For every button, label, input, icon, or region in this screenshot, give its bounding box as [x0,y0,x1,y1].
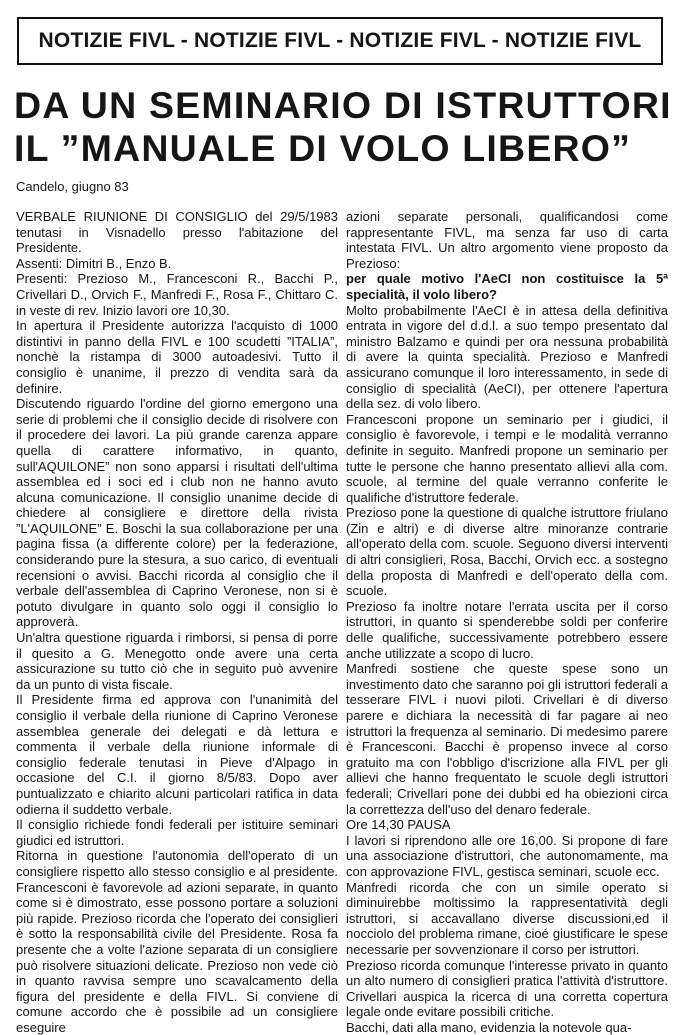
section-banner: NOTIZIE FIVL - NOTIZIE FIVL - NOTIZIE FIVL - NOTIZIE FIVL [17,17,663,65]
paragraph: Un'altra questione riguarda i rimborsi, si pensa di porre il quesito a G. Menegotto onde avere una certa assicurazione su tutto ciò che in seguito può avvenire da un punto di vista fiscale. [16,630,338,692]
paragraph: Ritorna in questione l'autonomia dell'operato di un consigliere rispetto allo stesso consiglio e al presidente. Francesconi è favorevole ad azioni separate, in quanto come si è dimostrato, esse possono portare a soluzioni più rapide. Prezioso ricorda che l'operato dei consiglieri è sotto la responsabilità civile del Presidente. Rosa fa presente che a volte l'azione separata di un consigliere può risolvere situazioni delicate. Prezioso non vede ciò in quanto ravvisa sempre uno scavalcamento della figura del presidente e della FIVL. Si conviene di comune accordo che è possibile ad un consigliere eseguire [16,848,338,1035]
paragraph: Bacchi, dati alla mano, evidenzia la notevole qua- [346,1019,632,1035]
paragraph: Assenti: Dimitri B., Enzo B. [16,255,172,271]
pause-line: Ore 14,30 PAUSA [346,817,451,833]
right-column [346,209,668,1035]
paragraph: Presenti: Prezioso M., Francesconi R., Bacchi P., Crivellari D., Orvich F., Manfredi F., Rosa F., Chittaro C. in veste di rev. Inizio lavori ore 10,30. [16,271,338,318]
paragraph: Manfredi sostiene che queste spese sono un investimento dato che saranno poi gli istruttori federali a tesserare FIVL i nuovi piloti. Crivellari è di diverso parere e dichiara la necessità di far pagare ai neo istruttori la frequenza al seminario. Di medesimo parere è Francesconi. Bacchi è propenso invece al corso gratuito ma con l'obbligo d'iscrizione alla FIVL per gli allievi che hanno frequentato le scuole degli istruttori federali; Crivellari pone dei dubbi ed ha obiezioni circa la correttezza dell'uso del denaro federale. [346,661,668,817]
paragraph: VERBALE RIUNIONE DI CONSIGLIO del 29/5/1983 tenutasi in Visnadello presso l'abitazione del Presidente. [16,209,338,256]
paragraph: Prezioso ricorda comunque l'interesse privato in quanto un alto numero di consiglieri pratica l'attività d'istruttore. Crivellari auspica la ricerca di una corretta copertura legale onde evitare possibili critiche. [346,957,668,1020]
paragraph: Molto probabilmente l'AeCI è in attesa della definitiva entrata in vigore del d.d.l. a suo tempo presentato dal ministro Balzamo e quindi per ora nessuna probabilità di avere la quinta specialità. Prezioso e Manfredi assicurano comunque il loro interessamento, in sede di consiglio di specialità (AeCI), per ottenere l'apertura della sez. di volo libero. [346,302,668,412]
paragraph: Discutendo riguardo l'ordine del giorno emergono una serie di problemi che il consiglio decide di risolvere con il procedere dei lavori. La più grande carenza appare quella di carattere informativo, in quanto, sull'AQUILONE” non sono apparsi i risultati dell'ultima assemblea ed i soci ed i club non ne hanno avuto alcuna comunicazione. Il consiglio unanime decide di chiedere al consigliere e direttore della rivista ”L'AQUILONE” E. Boschi la sua collaborazione per una pagina fissa (a differente colore) per la federazione, considerando pure la stesura, a suo carico, di eventuali recensioni o avvisi. Bacchi ricorda al consiglio che il verbale dell'assemblea di Caprino Veronese, non si è potuto divulgare in quanto solo oggi il consiglio lo approverà. [16,396,338,630]
paragraph: azioni separate personali, qualificandosi come rappresentante FIVL, ma senza far uso di carta intestata FIVL. Un altro argomento viene proposto da Prezioso: [346,209,668,271]
left-column [16,209,338,1035]
paragraph: Prezioso fa inoltre notare l'errata uscita per il corso istruttori, in quanto si spenderebbe soldi per conferire delle qualifiche, successivamente potrebbero essere anche utilizzate a scopo di lucro. [346,598,668,661]
headline-line-2: IL ”MANUALE DI VOLO LIBERO” [14,127,632,169]
paragraph: I lavori si riprendono alle ore 16,00. Si propone di fare una associazione d'istruttori, che autonomamente, ma con approvazione FIVL, gestisca seminari, scuole ecc. [346,832,668,879]
paragraph: Prezioso pone la questione di qualche istruttore friulano (Zin e altri) e di diverse altre minoranze contrarie all'operato della com. scuole. Seguono diversi interventi di altri consiglieri, Rosa, Bacchi, Orvich ecc. a sostegno della proposta di Manfredi e dell'operato della com. scuole. [346,505,668,599]
paragraph: Il Presidente firma ed approva con l'unanimità del consiglio il verbale della riunione di Caprino Veronese assemblea generale dei delegati e dà lettura e commenta il verbale della riunione informale di consiglio federale tenutasi in Pieve d'Alpago in occasione del C.I. il giorno 8/5/83. Dopo aver puntualizzato e chiarito alcuni particolari ratifica in data odierna il suddetto verbale. [16,692,338,817]
article-headline [14,84,678,170]
paragraph: Manfredi ricorda che con un simile operato si diminuirebbe moltissimo la rappresentatività degli istruttori, si accavallano diverse discussioni,ed il nocciolo del problema rimane, cioé giustificare le spese necessarie per sovvenzionare il corso per istruttori. [346,879,668,957]
paragraph: Il consiglio richiede fondi federali per istituire seminari giudici ed istruttori. [16,817,338,848]
dateline: Candelo, giugno 83 [16,179,129,194]
paragraph: Francesconi propone un seminario per i giudici, il consiglio è favorevole, i tempi e le modalità verranno definite in seguito. Manfredi propone un seminario per tutte le persone che hanno presentato allievi alla com. scuole, al termine del quale verranno conferite le qualifiche d'istruttore federale. [346,411,668,505]
paragraph: In apertura il Presidente autorizza l'acquisto di 1000 distintivi in panno della FIVL e 100 scudetti ”ITALIA”, nonchè la ristampa di 3000 autoadesivi. Tutto il consiglio è unanime, il prezzo di vendita sarà da definire. [16,318,338,396]
highlighted-question: per quale motivo l'AeCI non costituisce la 5ª specialità, il volo libero? [346,271,668,302]
headline-line-1: DA UN SEMINARIO DI ISTRUTTORI [14,84,672,126]
